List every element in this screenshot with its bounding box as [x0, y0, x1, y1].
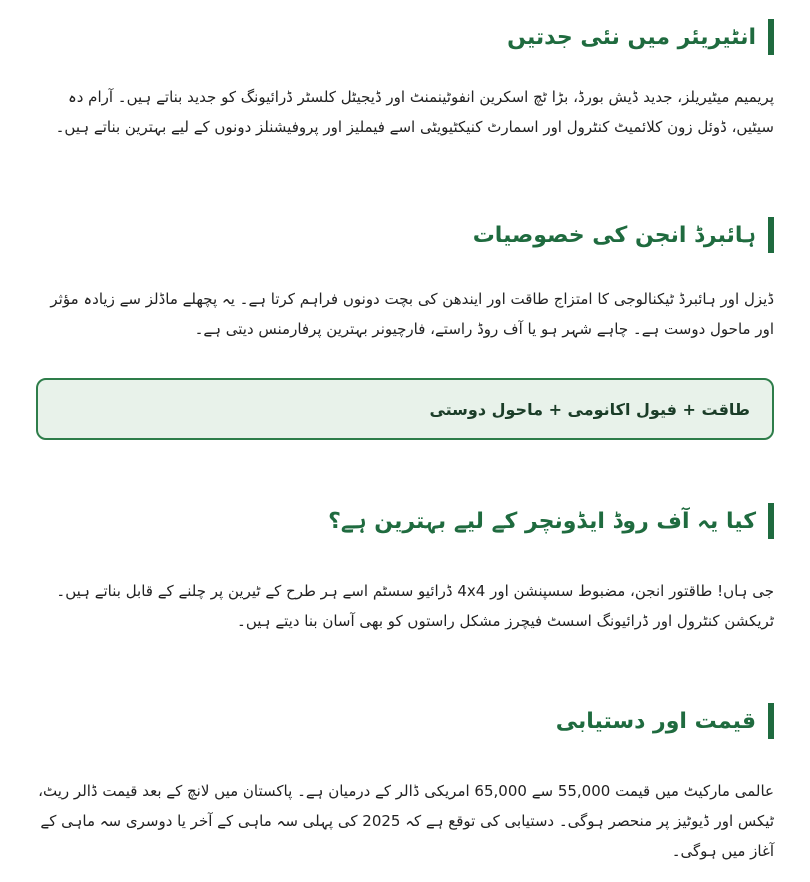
heading-accent-bar [768, 703, 774, 739]
callout-text: طاقت + فیول اکانومی + ماحول دوستی [429, 399, 750, 419]
heading-accent-bar [768, 19, 774, 55]
section-title: قیمت اور دستیابی [555, 708, 756, 734]
section-heading-offroad [328, 498, 774, 544]
highlight-callout-box [36, 378, 774, 440]
section-title: کیا یہ آف روڈ ایڈونچر کے لیے بہترین ہے؟ [328, 508, 756, 534]
section-title: انٹیریئر میں نئی جدتیں [507, 24, 756, 50]
heading-accent-bar [768, 503, 774, 539]
section-heading-interior [507, 14, 774, 60]
heading-accent-bar [768, 217, 774, 253]
section-paragraph: ڈیزل اور ہائبرڈ ٹیکنالوجی کا امتزاج طاقت اور ایندھن کی بچت دونوں فراہم کرتا ہے۔ یہ پچھلے ماڈلز سے زیادہ مؤثر اور ماحول دوست ہے۔ چاہے شہر ہو یا آف روڈ راستے، فارچیونر بہترین پرفارمنس دیتی ہے۔ [50, 290, 774, 338]
section-heading-hybrid-engine [473, 212, 774, 258]
section-heading-price [556, 698, 774, 744]
section-paragraph: عالمی مارکیٹ میں قیمت 55,000 سے 65,000 امریکی ڈالر کے درمیان ہے۔ پاکستان میں لانچ کے بعد قیمت ڈالر ریٹ، ٹیکس اور ڈیوٹیز پر منحصر ہوگی۔ دستیابی کی توقع ہے کہ 2025 کی پہلی سہ ماہی کے آخر یا دوسری سہ ماہی کے آغاز میں ہوگی۔ [38, 782, 774, 860]
section-paragraph: جی ہاں! طاقتور انجن، مضبوط سسپنشن اور 4x4 ڈرائیو سسٹم اسے ہر طرح کے ٹیرین پر چلنے کے قابل بناتے ہیں۔ ٹریکشن کنٹرول اور ڈرائیونگ اسسٹ فیچرز مشکل راستوں کو بھی آسان بنا دیتے ہیں۔ [56, 582, 774, 630]
section-paragraph: پریمیم میٹیریلز، جدید ڈیش بورڈ، بڑا ٹچ اسکرین انفوٹینمنٹ اور ڈیجیٹل کلسٹر ڈرائیونگ کو جدید بناتے ہیں۔ آرام دہ سیٹیں، ڈوئل زون کلائمیٹ کنٹرول اور اسمارٹ کنیکٹیویٹی اسے فیملیز اور پروفیشنلز دونوں کے لیے بہترین بناتے ہیں۔ [55, 88, 774, 136]
section-title: ہائبرڈ انجن کی خصوصیات [472, 222, 756, 248]
